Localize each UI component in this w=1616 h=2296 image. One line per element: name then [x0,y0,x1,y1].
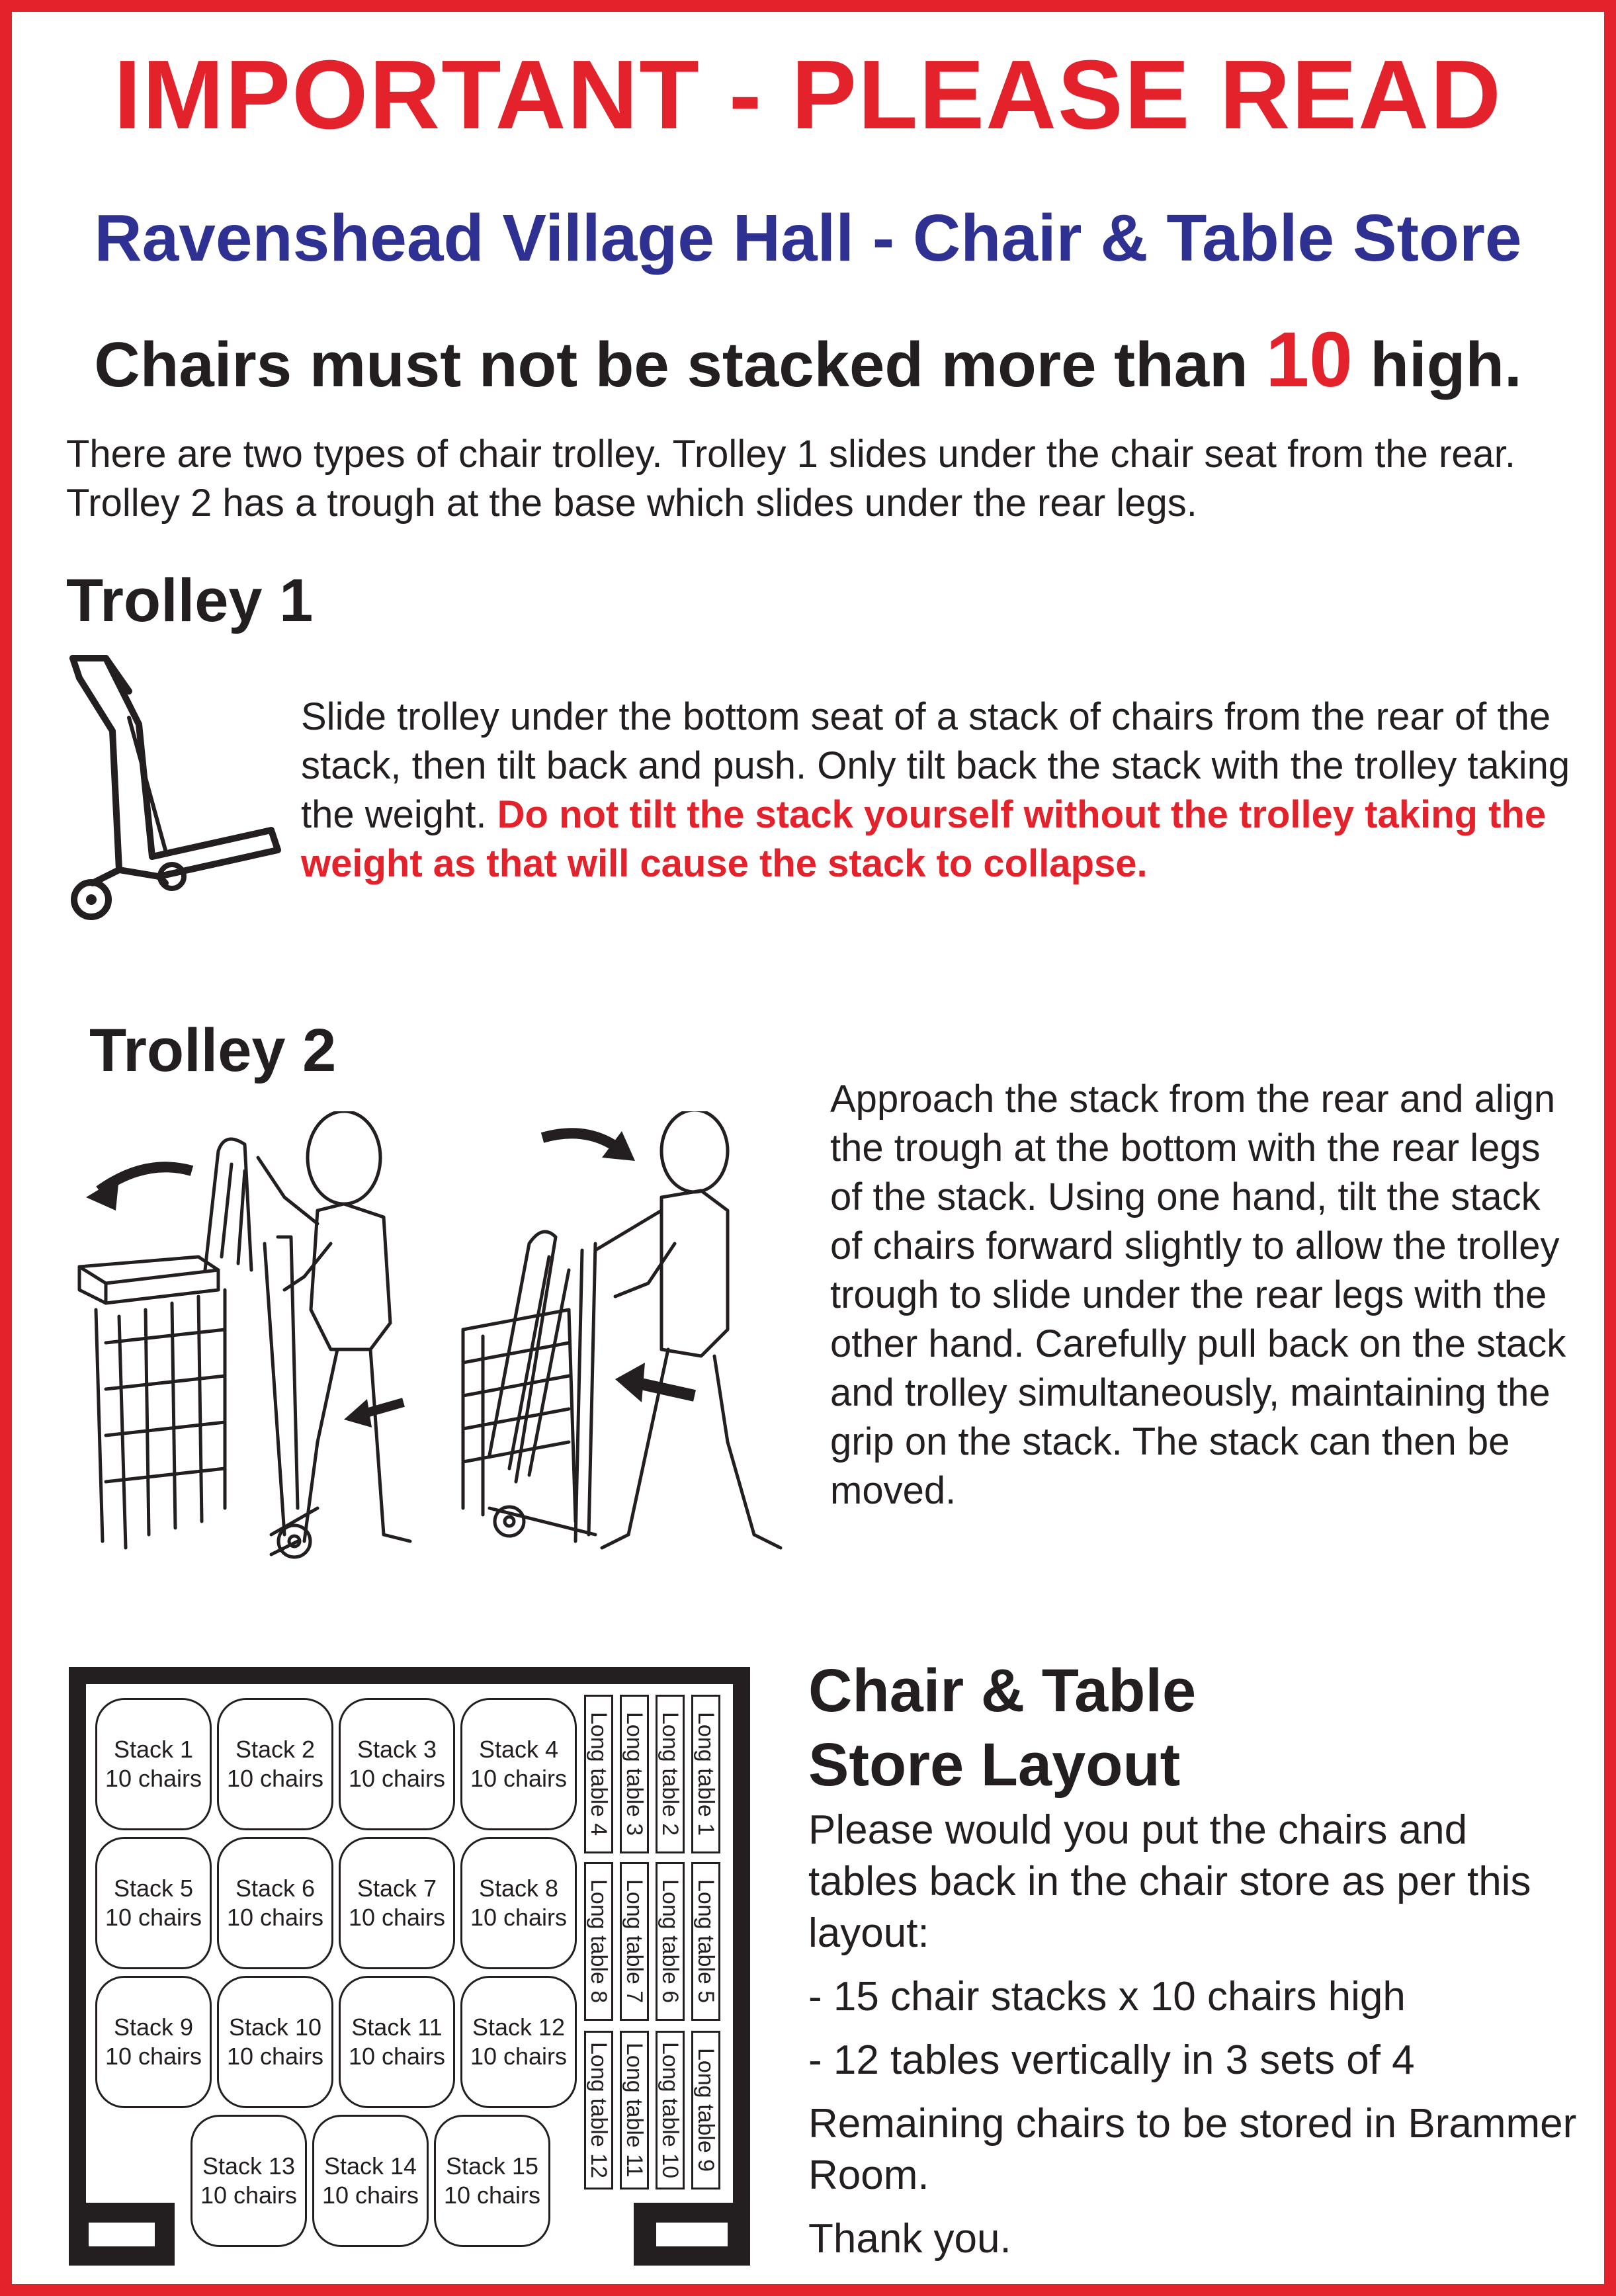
layout-intro: Please would you put the chairs and tables back in the chair store as per this layout: [808,1807,1531,1956]
stack-name: Stack 6 [235,1875,316,1902]
stack-count: 10 chairs [226,1904,324,1931]
stack-count: 10 chairs [226,2043,324,2070]
trolley1-heading: Trolley 1 [66,567,314,634]
stack-name: Stack 10 [228,2014,322,2041]
layout-bullet-stacks: - 15 chair stacks x 10 chairs high [808,1974,1406,2020]
layout-remaining: Remaining chairs to be stored in Brammer Room. [808,2101,1577,2198]
long-table-label: Long table 7 [622,1879,647,2004]
long-table-label: Long table 8 [586,1879,611,2004]
long-table-label: Long table 11 [622,2043,647,2178]
venue-title: Ravenshead Village Hall - Chair & Table Store [94,201,1522,275]
stack-count: 10 chairs [105,1765,202,1792]
long-table-12 [584,2031,613,2190]
chair-stack-7 [339,1837,455,1969]
long-table-2 [656,1695,685,1853]
long-table-7 [620,1862,649,2021]
long-table-9 [691,2031,720,2190]
chair-stack-5 [95,1837,212,1969]
important-heading: IMPORTANT - PLEASE READ [114,40,1502,149]
layout-heading [808,1654,1196,1802]
stack-count: 10 chairs [348,1904,446,1931]
intro-paragraph: There are two types of chair trolley. Trolley 1 slides under the chair seat from the rear. Trolley 2 has a trough at the base which slides under the rear legs. [66,433,1516,525]
long-table-label: Long table 2 [658,1712,683,1836]
stack-name: Stack 15 [445,2152,539,2180]
layout-bullet-tables: - 12 tables vertically in 3 sets of 4 [808,2037,1415,2083]
stack-name: Stack 14 [323,2152,417,2180]
chair-stack-13 [191,2115,307,2247]
stack-count: 10 chairs [348,2043,446,2070]
chair-stack-3 [339,1698,455,1830]
long-table-5 [691,1862,720,2021]
layout-heading-line2: Store Layout [808,1731,1181,1799]
stack-name: Stack 3 [357,1736,437,1763]
long-table-11 [620,2031,649,2190]
long-table-8 [584,1862,613,2021]
trolley1-instructions [301,693,1578,888]
layout-heading-line1: Chair & Table [808,1657,1197,1724]
long-table-6 [656,1862,685,2021]
stack-count: 10 chairs [105,2043,202,2070]
trolley2-illustration [66,1111,800,1594]
chair-stack-12 [460,1976,577,2108]
long-table-label: Long table 4 [586,1712,611,1836]
chair-stack-14 [312,2115,429,2247]
store-door-right-slot [656,2223,728,2246]
chair-stack-15 [434,2115,550,2247]
long-table-label: Long table 3 [622,1712,647,1836]
stack-name: Stack 2 [235,1736,316,1763]
rule-text-after: high. [1352,329,1522,400]
long-table-label: Long table 10 [658,2041,683,2179]
chair-stack-4 [460,1698,577,1830]
stack-name: Stack 12 [472,2014,566,2041]
rule-number: 10 [1265,316,1353,404]
long-table-label: Long table 6 [658,1879,683,2004]
stack-count: 10 chairs [200,2182,298,2209]
trolley2-instructions: Approach the stack from the rear and align the trough at the bottom with the rear legs of the stack. Using one hand, tilt the stack of chairs forward slightly to allow the trolley trough to slide under the rear legs with the other hand. Carefully pull back on the stack and trolley simultaneously, maintaining the grip on the stack. The stack can then be moved. [830,1078,1566,1512]
stack-count: 10 chairs [226,1765,324,1792]
stacking-rule [0,318,1616,404]
long-table-3 [620,1695,649,1853]
trolley1-illustration [66,652,284,943]
stack-name: Stack 11 [351,2014,443,2041]
chair-stack-8 [460,1837,577,1969]
stack-name: Stack 5 [113,1875,194,1902]
trolley1-text: Slide trolley under the bottom seat of a stack of chairs from the rear of the stack, then tilt back and push. Only tilt back the stack with the trolley taking the weight. [301,695,1570,836]
long-table-1 [691,1695,720,1853]
long-table-4 [584,1695,613,1853]
long-table-label: Long table 9 [693,2048,718,2172]
stack-count: 10 chairs [443,2182,541,2209]
long-table-10 [656,2031,685,2190]
long-table-label: Long table 1 [693,1712,718,1836]
long-table-label: Long table 5 [693,1879,718,2004]
chair-stack-6 [217,1837,333,1969]
chair-stack-10 [217,1976,333,2108]
stack-count: 10 chairs [321,2182,419,2209]
layout-instructions [808,1805,1582,2277]
stack-name: Stack 4 [478,1736,559,1763]
store-door-left-slot [89,2223,155,2246]
stack-count: 10 chairs [470,1904,568,1931]
chair-stack-11 [339,1976,455,2108]
trolley1-warning: Do not tilt the stack yourself without the trolley taking the weight as that will cause the stack to collapse. [301,793,1547,885]
stack-name: Stack 13 [202,2152,296,2180]
chair-stack-2 [217,1698,333,1830]
stack-count: 10 chairs [105,1904,202,1931]
long-table-label: Long table 12 [586,2041,611,2179]
stack-count: 10 chairs [348,1765,446,1792]
layout-thanks: Thank you. [808,2216,1011,2262]
stack-name: Stack 8 [478,1875,559,1902]
stack-name: Stack 9 [113,2014,194,2041]
chair-stack-9 [95,1976,212,2108]
chair-stack-1 [95,1698,212,1830]
stack-count: 10 chairs [470,2043,568,2070]
trolley2-heading: Trolley 2 [89,1017,337,1084]
stack-name: Stack 1 [113,1736,194,1763]
rule-text-before: Chairs must not be stacked more than [94,329,1266,400]
stack-name: Stack 7 [357,1875,437,1902]
stack-count: 10 chairs [470,1765,568,1792]
